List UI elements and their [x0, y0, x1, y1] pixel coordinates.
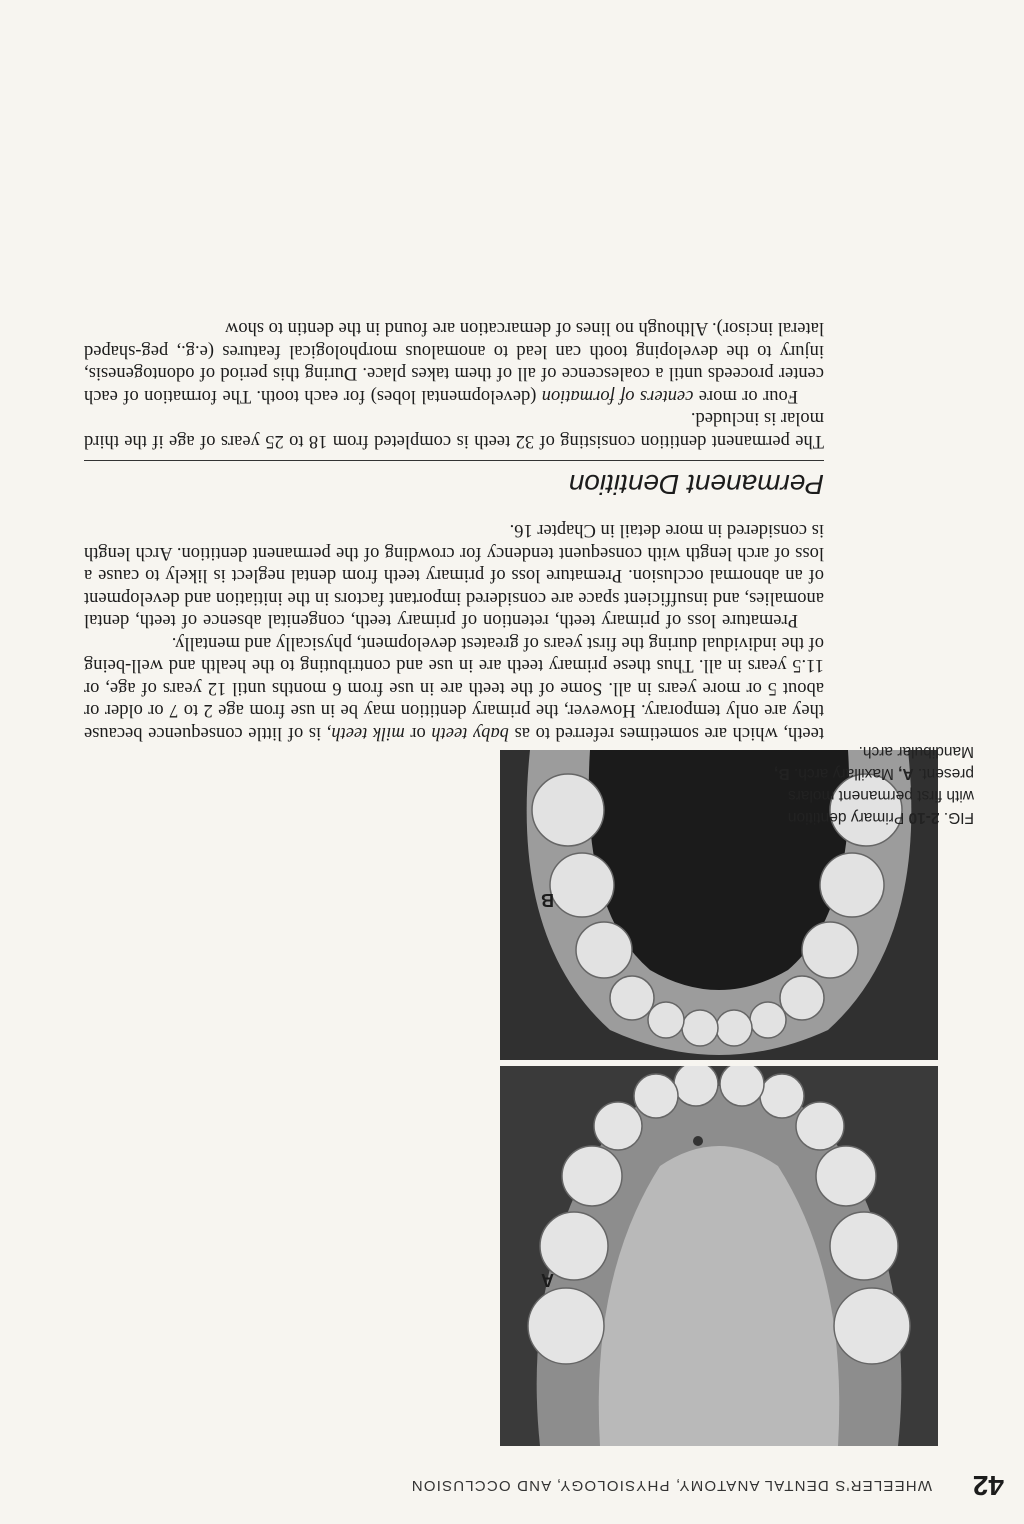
figure-caption [774, 740, 974, 828]
paragraph-text: Four or more [693, 386, 798, 406]
running-head: WHEELER'S DENTAL ANATOMY, PHYSIOLOGY, AND OCCLUSION [410, 1477, 932, 1494]
paragraph-text: or [404, 723, 432, 743]
photo-label-a: A [541, 1270, 554, 1290]
photo-label-b: B [541, 890, 554, 910]
emphasis-baby-teeth: baby teeth [431, 723, 509, 743]
page-header [24, 1468, 1004, 1502]
emphasis-centers-of-formation: centers of formation [541, 386, 694, 406]
paragraph-premature-loss: Premature loss of primary teeth, retention of primary teeth, congenital absence of teeth, dental anomalies, and insufficient space are considered important factors in the initiation and development of an abnormal occlusion. Premature loss of primary teeth from dental neglect is likely to cause a loss of arch length with consequent tendency for crowding of the permanent dentition. Arch length is considered in more detail in Chapter 16. [84, 520, 824, 631]
body-text [84, 317, 824, 744]
figure-photo-maxillary-arch [500, 1066, 938, 1446]
paragraph-permanent-dentition: The permanent dentition consisting of 32 teeth is completed from 18 to 25 years of age if the third molar is included. [84, 408, 824, 451]
page-number: 42 [972, 1470, 1004, 1501]
paragraph-primary-teeth [84, 632, 824, 745]
figure-part-a-text: Maxillary arch. [793, 765, 894, 782]
paragraph-text: is of little consequence because they are only temporary. However, the primary dentition may be in use from age 2 to 7 or older or about 5 or more years in all. Some of the teeth are in use from 6 months until 12 years of age, or 11.5 years in all. Thus these primary teeth are in use and contributing to the health and well-being of the individual during the first years of greatest development, physically and mentally. [84, 633, 824, 743]
emphasis-milk-teeth: milk teeth, [326, 723, 405, 743]
figure-caption-text: Primary dentition with first permanent molars present. [787, 765, 974, 826]
figure-part-a-label: A, [898, 765, 914, 782]
figure-part-b-label: B, [774, 765, 790, 782]
paragraph-text: teeth, which are sometimes referred to as [508, 723, 824, 743]
paragraph-text: (developmental lobes) for each tooth. The formation of each center proceeds until a coalescence of all of them takes place. During this period of odontogenesis, injury to the developing tooth can lead to anomalous morphological features (e.g., peg-shaped lateral incisor). Although no lines of demarcation are found in the dentin to show [83, 318, 824, 406]
section-heading: Permanent Dentition [568, 469, 824, 500]
figure-number: 2-10 [908, 809, 940, 826]
section-rule [84, 460, 824, 461]
figure-part-b-text: Mandibular arch. [858, 743, 974, 760]
paragraph-centers-of-formation [84, 317, 824, 407]
figure-label-prefix: FIG. [943, 809, 974, 826]
